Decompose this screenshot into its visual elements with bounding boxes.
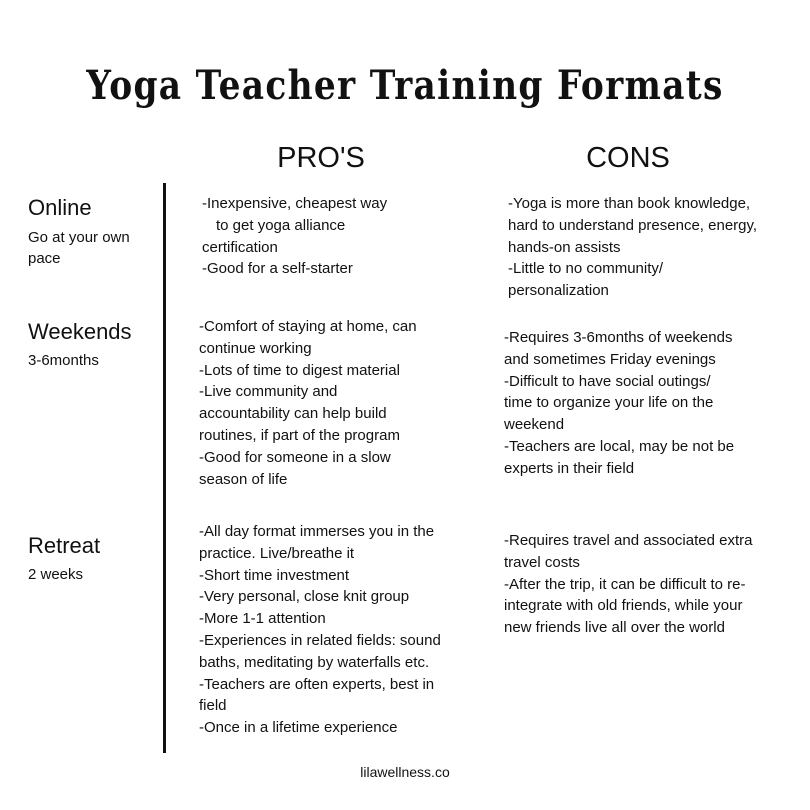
list-item: accountability can help build: [199, 405, 387, 423]
list-item: -Little to no community/: [508, 260, 664, 278]
row-subtitle-retreat: [28, 564, 83, 585]
list-item: -Very personal, close knit group: [199, 588, 410, 606]
list-item: -Requires travel and associated extra: [504, 532, 753, 549]
list-item: season of life: [199, 470, 288, 488]
list-item: -Difficult to have social outings/: [504, 372, 711, 390]
row-subtitle-line: 3-6months: [28, 352, 99, 369]
list-item: baths, meditating by waterfalls etc.: [199, 653, 430, 671]
list-item: and sometimes Friday evenings: [504, 350, 716, 368]
row-label-online: Online: [28, 195, 92, 220]
cons-column-header: CONS: [586, 142, 670, 174]
list-item: new friends live all over the world: [504, 619, 725, 637]
pros-list-retreat: [199, 521, 441, 739]
list-item: continue working: [199, 339, 312, 357]
pros-list-online: [202, 193, 387, 280]
list-item: practice. Live/breathe it: [199, 544, 355, 562]
row-label-retreat: Retreat: [28, 533, 101, 558]
list-item: to get yoga alliance: [216, 216, 346, 234]
row-label-weekends: Weekends: [28, 319, 132, 344]
cons-list-retreat: [504, 530, 752, 639]
list-item: -Live community and: [199, 383, 338, 401]
list-item: hard to understand presence, energy,: [508, 216, 758, 234]
list-item: -Teachers are often experts, best in: [199, 675, 435, 693]
list-item: time to organize your life on the: [504, 394, 714, 412]
row-subtitle-online: [28, 227, 130, 269]
list-item: -Experiences in related fields: sound: [199, 631, 441, 649]
pros-column-header: PRO'S: [277, 142, 365, 174]
list-item: routines, if part of the program: [199, 426, 400, 444]
page-title: Yoga Teacher Training Formats: [86, 62, 724, 109]
cons-list-weekends: [504, 327, 734, 480]
list-item: -Yoga is more than book knowledge,: [508, 195, 751, 212]
list-item: hands-on assists: [508, 238, 621, 256]
row-subtitle-line: 2 weeks: [28, 566, 84, 583]
list-item: -Teachers are local, may be not be: [504, 437, 735, 455]
list-item: -Once in a lifetime experience: [199, 719, 398, 737]
list-item: -After the trip, it can be difficult to re-: [504, 575, 746, 593]
row-subtitle-weekends: [28, 350, 99, 371]
list-item: weekend: [504, 416, 565, 434]
list-item: -Short time investment: [199, 566, 350, 584]
list-item: -Requires 3-6months of weekends: [504, 329, 733, 346]
list-item: -Lots of time to digest material: [199, 361, 400, 379]
list-item: field: [199, 697, 227, 715]
list-item: -Good for a self-starter: [202, 260, 353, 278]
list-item: travel costs: [504, 553, 580, 571]
row-subtitle-line: Go at your own: [28, 229, 130, 246]
list-item: experts in their field: [504, 459, 635, 477]
list-item: -Good for someone in a slow: [199, 448, 391, 466]
list-item: -Comfort of staying at home, can: [199, 318, 417, 335]
row-subtitle-line: pace: [28, 250, 61, 267]
list-item: -All day format immerses you in the: [199, 523, 435, 540]
list-item: -More 1-1 attention: [199, 610, 326, 628]
footer-website: lilawellness.co: [360, 764, 450, 780]
cons-list-online: [508, 193, 757, 302]
list-item: integrate with old friends, while your: [504, 597, 743, 615]
list-item: -Inexpensive, cheapest way: [202, 195, 388, 212]
pros-list-weekends: [199, 316, 417, 490]
list-item: certification: [202, 238, 278, 256]
vertical-divider: [163, 183, 166, 753]
list-item: personalization: [508, 282, 609, 300]
